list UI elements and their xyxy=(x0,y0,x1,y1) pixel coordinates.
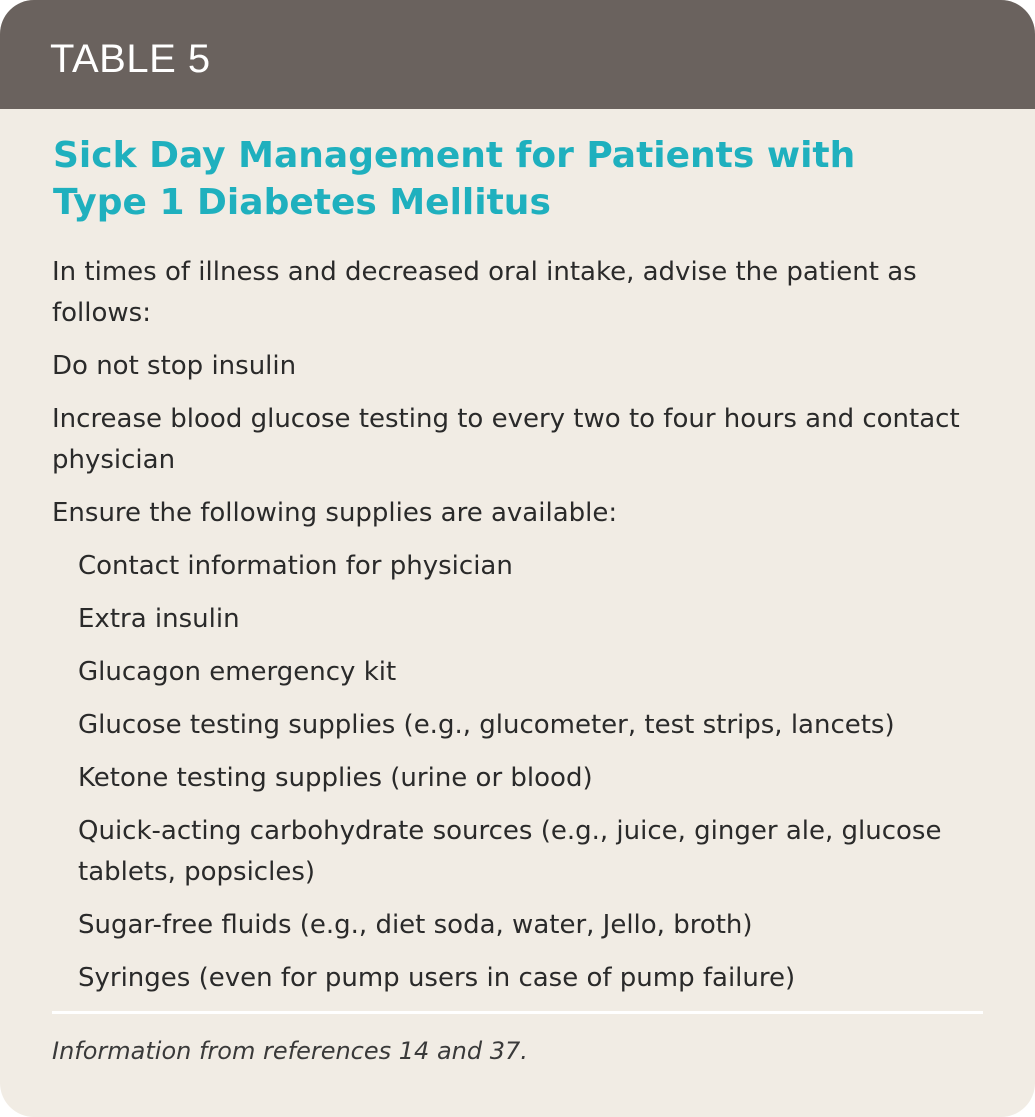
instruction-item: Do not stop insulin xyxy=(52,351,297,381)
supplies-list xyxy=(52,546,1002,999)
supply-item: Sugar-free fluids (e.g., diet soda, water, Jello, broth) xyxy=(78,910,753,940)
intro-text: In times of illness and decreased oral intake, advise the patient as follows: xyxy=(52,257,917,328)
supply-item: Syringes (even for pump users in case of pump failure) xyxy=(78,963,796,993)
table-number-label: TABLE 5 xyxy=(50,37,211,81)
supply-item: Glucose testing supplies (e.g., glucometer, test strips, lancets) xyxy=(78,710,895,740)
supply-item: Ketone testing supplies (urine or blood) xyxy=(78,763,593,793)
supply-item: Glucagon emergency kit xyxy=(78,657,397,687)
instruction-item: Ensure the following supplies are available: xyxy=(52,498,618,528)
references-footnote: Information from references 14 and 37. xyxy=(52,1037,528,1065)
table-header-bar xyxy=(0,0,1035,109)
table-body xyxy=(52,252,1002,1011)
supply-item: Quick-acting carbohydrate sources (e.g., juice, ginger ale, glucose tablets, popsicles) xyxy=(78,816,942,887)
supply-item: Extra insulin xyxy=(78,604,240,634)
table-title: Sick Day Management for Patients with Type 1 Diabetes Mellitus xyxy=(53,135,856,223)
instruction-item: Increase blood glucose testing to every two to four hours and contact physician xyxy=(52,404,960,475)
supply-item: Contact information for physician xyxy=(78,551,513,581)
footnote-divider xyxy=(52,1011,983,1014)
